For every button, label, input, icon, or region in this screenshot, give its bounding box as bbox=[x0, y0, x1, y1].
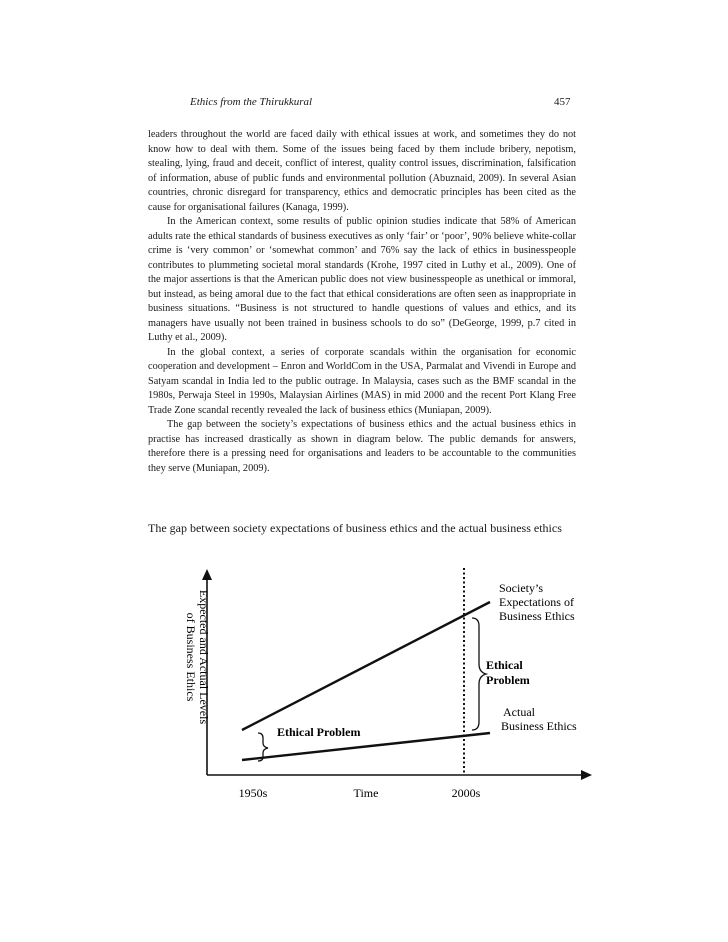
paragraph-4: The gap between the society’s expectations of business ethics and the actual business ethics in practise has increased drastically as shown in diagram below. The public demands for answers, therefore there is a pressing need for organisations and leaders to be accountable to the communities they serve (Muniapan, 2009). bbox=[148, 419, 576, 474]
paragraph-1: leaders throughout the world are faced daily with ethical issues at work, and sometimes they do not know how to deal with them. Some of the issues being faced by them include bribery, nepotism, stealing, lying, fraud and deceit, conflict of interest, quality control issues, discrimination, falsification of information, abuse of public funds and environmental pollution (Abuznaid, 2009). In several Asian countries, chronic disregard for transparency, ethics and democratic principles has been cited as the cause for organisational failures (Kanaga, 1999). bbox=[148, 129, 576, 213]
society-expectations-line bbox=[242, 602, 490, 730]
y-axis-arrowhead bbox=[202, 569, 212, 580]
gap-bracket-2000s bbox=[472, 618, 486, 730]
society-label-line-2: Expectations of bbox=[499, 595, 574, 609]
y-axis-label-line-2: of Business Ethics bbox=[184, 612, 198, 702]
gap-label-large-line-1: Ethical bbox=[486, 658, 523, 672]
actual-label-line-2: Business Ethics bbox=[501, 719, 577, 733]
x-axis-arrowhead bbox=[581, 770, 592, 780]
paragraph-3: In the global context, a series of corporate scandals within the organisation for economic cooperation and development – Enron and WorldCom in the USA, Parmalat and Vivendi in Europe and Satyam scandal in India led to the public outrage. In Malaysia, cases such as the BMF scandal in the 1980s, Perwaja Steel in 1990s, Malaysian Airlines (MAS) in mid 2000 and the recent Port Klang Free Trade Zone scandal recently revealed the lack of business ethics (Muniapan, 2009). bbox=[148, 346, 576, 416]
actual-label-line-1: Actual bbox=[503, 705, 535, 719]
society-label-line-3: Business Ethics bbox=[499, 609, 575, 623]
page-number: 457 bbox=[554, 96, 571, 108]
running-header-title: Ethics from the Thirukkural bbox=[190, 96, 313, 108]
x-tick-1950s: 1950s bbox=[238, 786, 268, 800]
society-label-line-1: Society’s bbox=[499, 581, 543, 595]
x-tick-2000s: 2000s bbox=[451, 786, 481, 800]
gap-label-small: Ethical Problem bbox=[277, 725, 361, 739]
x-axis-title: Time bbox=[353, 786, 379, 800]
gap-label-large-line-2: Problem bbox=[486, 673, 530, 687]
y-axis-label-line-1: Expected and Actual Levels bbox=[197, 589, 211, 725]
figure-caption: The gap between society expectations of business ethics and the actual business ethics bbox=[148, 521, 562, 535]
paragraph-2: In the American context, some results of public opinion studies indicate that 58% of American adults rate the ethical standards of business executives as only ‘fair’ or ‘poor’, 90% believe white-collar crime is ‘very common’ or ‘somewhat common’ and 76% say the lack of ethics in businesspeople contributes to plummeting societal moral standards (Krohe, 1997 cited in Luthy et al., 2009). One of the major assertions is that the American public does not view businesspeople as unethical or immoral, but instead, as being amoral due to the fact that ethical considerations are often seen as inappropriate in business situations. “Business is not structured to handle questions of values and ethics, and its managers have usually not been trained in business schools to do so” (DeGeorge, 1999, p.7 cited in Luthy et al., 2009). bbox=[148, 216, 576, 343]
